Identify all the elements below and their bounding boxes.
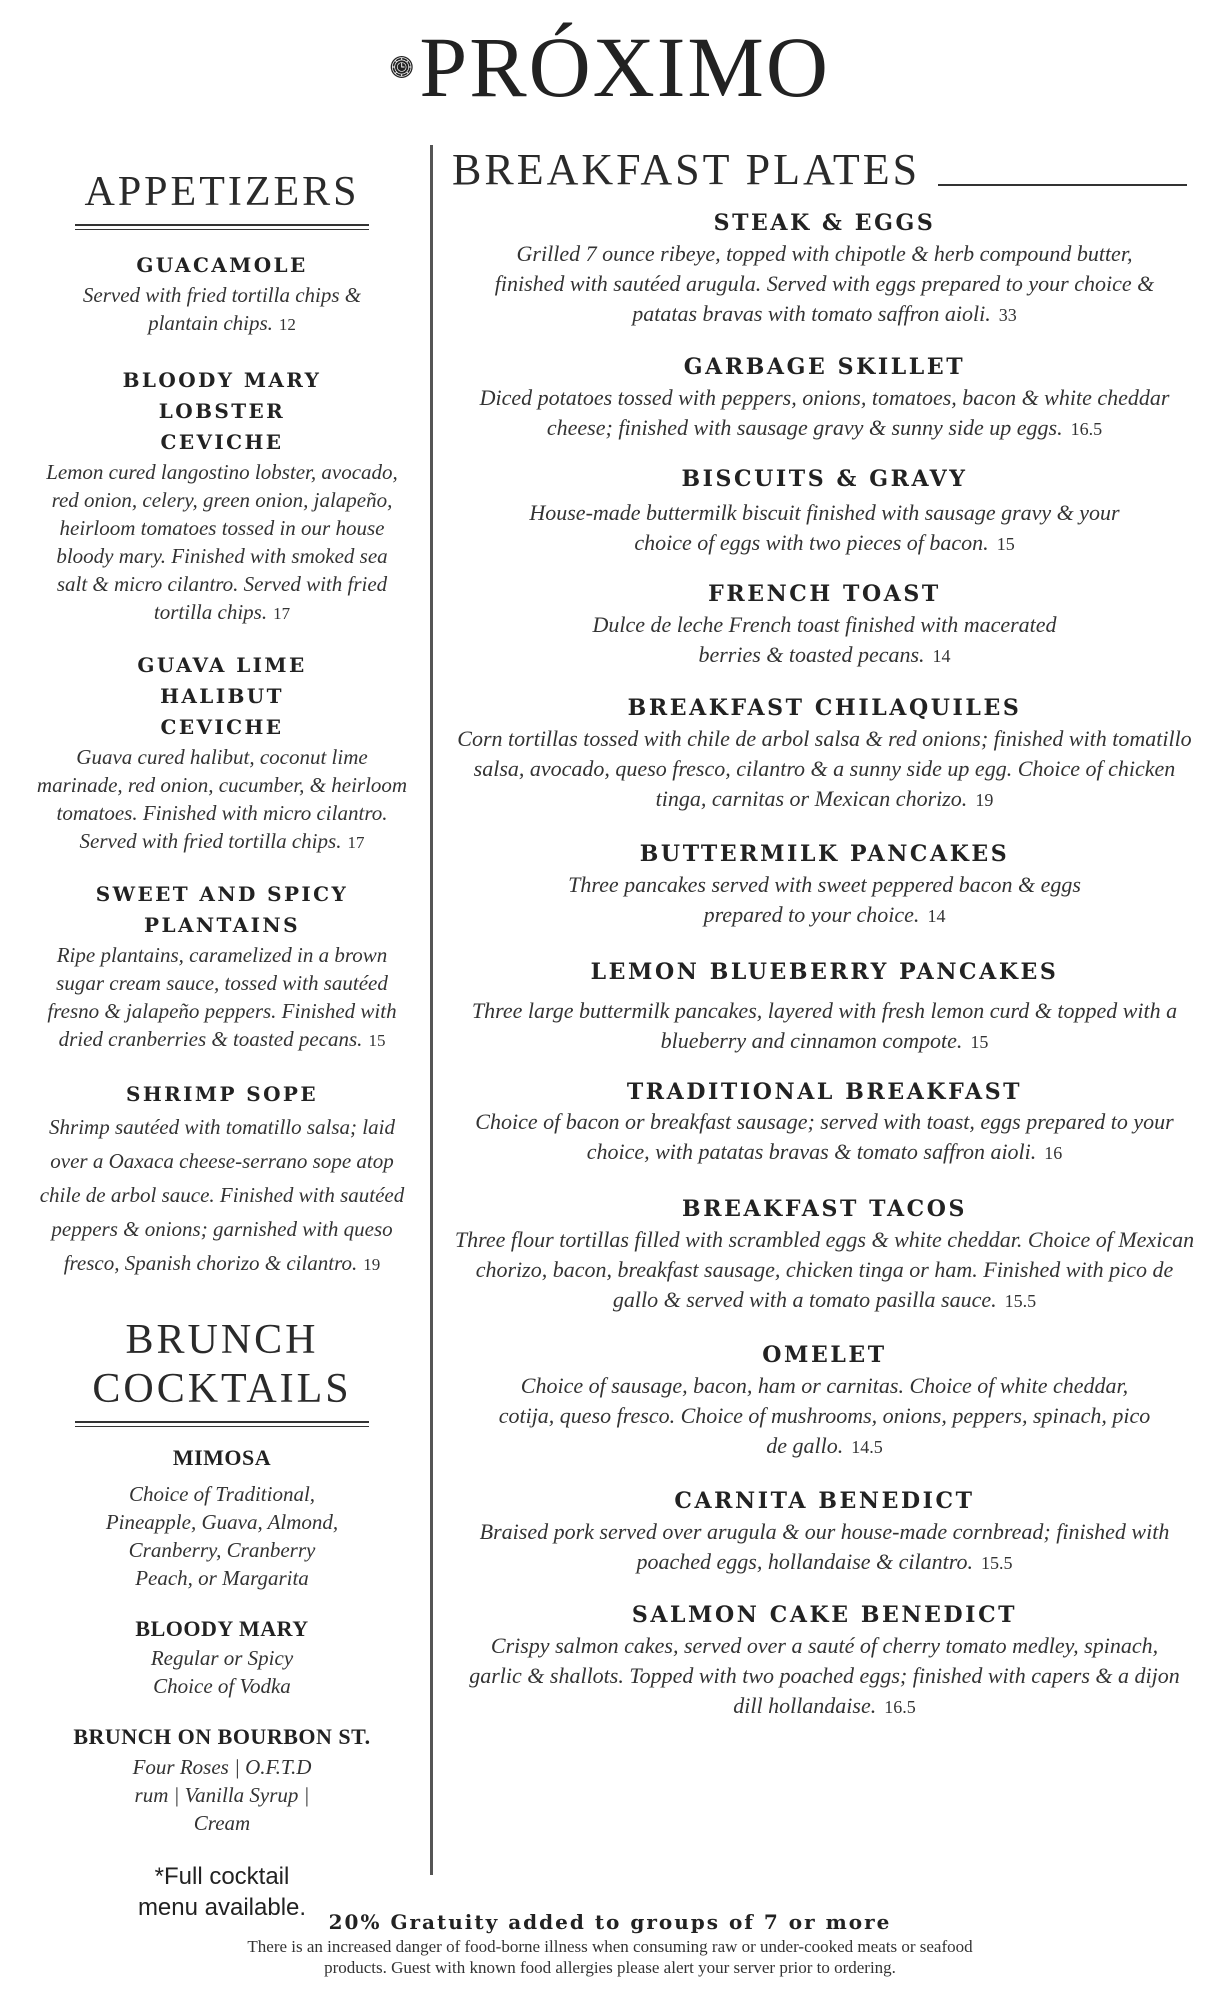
menu-item bbox=[452, 839, 1197, 931]
menu-item bbox=[452, 1486, 1197, 1578]
item-description-text: Corn tortillas tossed with chile de arbol salsa & red onions; finished with tomatillo salsa, avocado, queso fresco, cilantro & a sunny side up egg. Choice of chicken tinga, carnitas or Mexican chorizo. bbox=[457, 725, 1192, 811]
item-description-text: Diced potatoes tossed with peppers, onions, tomatoes, bacon & white cheddar cheese; finished with sausage gravy & sunny side up eggs. bbox=[479, 384, 1170, 440]
item-name: BLOODY MARY LOBSTER CEVICHE bbox=[122, 368, 322, 455]
menu-item bbox=[452, 957, 1197, 1057]
cocktail-item bbox=[30, 1722, 414, 1837]
brand-name: PRÓXIMO bbox=[419, 19, 830, 115]
item-name: TRADITIONAL BREAKFAST bbox=[626, 1078, 1023, 1105]
cocktail-name: MIMOSA bbox=[172, 1444, 272, 1470]
cocktail-description: Choice of Traditional, Pineapple, Guava, Almond, Cranberry, Cranberry Peach, or Margarita bbox=[105, 1481, 339, 1590]
appetizers-divider bbox=[75, 224, 369, 230]
item-name: GUAVA LIME HALIBUT CEVICHE bbox=[137, 653, 307, 740]
cocktail-item bbox=[30, 1614, 414, 1701]
item-price: 15 bbox=[368, 1031, 386, 1051]
item-description-text: Three pancakes served with sweet peppered bacon & eggs prepared to your choice. bbox=[568, 871, 1081, 927]
menu-item bbox=[452, 1077, 1197, 1169]
item-name: BISCUITS & GRAVY bbox=[681, 465, 968, 492]
appetizers-title: APPETIZERS bbox=[84, 169, 360, 215]
item-description bbox=[452, 610, 1197, 671]
item-price: 15 bbox=[970, 1031, 989, 1052]
item-name: BREAKFAST CHILAQUILES bbox=[627, 695, 1022, 722]
item-price: 15.5 bbox=[980, 1552, 1013, 1573]
item-description bbox=[30, 743, 414, 857]
item-price: 15 bbox=[996, 534, 1015, 555]
footer bbox=[180, 1910, 1040, 1978]
item-description-text: Choice of bacon or breakfast sausage; served with toast, eggs prepared to your choice, with patatas bravas & tomato saffron aioli. bbox=[475, 1109, 1174, 1165]
item-price: 14.5 bbox=[851, 1436, 883, 1457]
item-description-text: Three large buttermilk pancakes, layered with fresh lemon curd & topped with a blueberry and cinnamon compote. bbox=[471, 997, 1178, 1053]
item-description bbox=[452, 1517, 1197, 1578]
item-description bbox=[30, 941, 414, 1055]
cocktail-description: Four Roses | O.F.T.D rum | Vanilla Syrup | Cream bbox=[132, 1755, 312, 1836]
menu-item bbox=[30, 1079, 414, 1282]
cocktail-name: BRUNCH ON BOURBON ST. bbox=[73, 1724, 371, 1750]
item-description bbox=[452, 383, 1197, 444]
aztec-medallion-logo-icon bbox=[390, 26, 413, 108]
column-divider bbox=[430, 145, 433, 1875]
item-description-text: Crispy salmon cakes, served over a sauté of cherry tomato medley, spinach, garlic & shallots. Topped with two poached eggs; finished with capers & a dijon dill hollandaise. bbox=[469, 1632, 1180, 1718]
cocktails-title bbox=[30, 1316, 414, 1413]
cocktails-title-line2: COCKTAILS bbox=[92, 1365, 352, 1412]
plates-title: BREAKFAST PLATES bbox=[452, 145, 921, 194]
cocktails-divider bbox=[75, 1421, 369, 1427]
item-price: 33 bbox=[998, 304, 1017, 325]
item-description bbox=[452, 1107, 1197, 1168]
item-description-text: Served with fried tortilla chips & plantain chips. bbox=[82, 283, 362, 336]
item-price: 16.5 bbox=[884, 1696, 916, 1717]
menu-item bbox=[30, 250, 414, 339]
cocktail-menu-note: *Full cocktail menu available. bbox=[137, 1863, 307, 1922]
item-name: SALMON CAKE BENEDICT bbox=[631, 1601, 1018, 1628]
item-name: STEAK & EGGS bbox=[713, 210, 936, 236]
cocktail-item bbox=[30, 1443, 414, 1592]
plates-title-rule bbox=[938, 184, 1187, 186]
item-description bbox=[452, 724, 1197, 815]
left-column bbox=[30, 168, 414, 1923]
item-name: CARNITA BENEDICT bbox=[674, 1487, 975, 1514]
item-name: BREAKFAST TACOS bbox=[682, 1196, 967, 1223]
cocktail-name: BLOODY MARY bbox=[135, 1615, 309, 1641]
item-description-text: Dulce de leche French toast finished with macerated berries & toasted pecans. bbox=[592, 612, 1057, 668]
item-price: 17 bbox=[273, 604, 291, 624]
plates-header bbox=[452, 145, 1197, 194]
item-name: SWEET AND SPICY PLANTAINS bbox=[95, 882, 349, 938]
menu-item bbox=[452, 464, 1197, 560]
gratuity-notice: 20% Gratuity added to groups of 7 or more bbox=[328, 1910, 892, 1934]
menu-item bbox=[452, 1600, 1197, 1722]
menu-item bbox=[452, 693, 1197, 815]
item-price: 19 bbox=[975, 789, 994, 810]
item-description bbox=[30, 458, 414, 628]
item-description-text: Ripe plantains, caramelized in a brown sugar cream sauce, tossed with sautéed fresno & jalapeño peppers. Finished with dried cranberries & toasted pecans. bbox=[47, 943, 397, 1052]
food-safety-disclaimer: There is an increased danger of food-borne illness when consuming raw or under-cooked meats or seafood products. Guest with known food allergies please alert your server prior to ordering. bbox=[247, 1937, 973, 1977]
item-name: SHRIMP SOPE bbox=[125, 1082, 318, 1107]
right-column bbox=[452, 145, 1197, 1722]
item-description-text: Guava cured halibut, coconut lime marinade, red onion, cucumber, & heirloom tomatoes. Finished with micro cilantro. Served with fried tortilla chips. bbox=[36, 745, 408, 854]
item-description-text: Grilled 7 ounce ribeye, topped with chipotle & herb compound butter, finished with sautéed arugula. Served with eggs prepared to your choice & patatas bravas with tomato saffron aioli. bbox=[494, 240, 1155, 326]
item-price: 17 bbox=[347, 833, 365, 853]
item-name: GUACAMOLE bbox=[136, 253, 308, 278]
item-name: GARBAGE SKILLET bbox=[683, 353, 966, 380]
menu-item bbox=[30, 365, 414, 628]
menu-item bbox=[452, 1340, 1197, 1462]
item-price: 14 bbox=[932, 646, 951, 667]
item-price: 16 bbox=[1044, 1143, 1063, 1164]
menu-item bbox=[452, 579, 1197, 671]
item-name: FRENCH TOAST bbox=[708, 581, 941, 608]
item-description bbox=[452, 498, 1197, 559]
item-name: OMELET bbox=[762, 1342, 887, 1369]
cocktail-description: Regular or Spicy Choice of Vodka bbox=[150, 1646, 294, 1699]
item-description-text: Three flour tortillas filled with scrambled eggs & white cheddar. Choice of Mexican chorizo, bacon, breakfast sausage, chicken tinga or ham. Finished with pico de gallo & served with a tomato pasilla sauce. bbox=[454, 1227, 1195, 1313]
item-description-text: Braised pork served over arugula & our house-made cornbread; finished with poached eggs, hollandaise & cilantro. bbox=[479, 1518, 1170, 1574]
brand-header bbox=[390, 19, 830, 115]
menu-item bbox=[30, 650, 414, 857]
item-price: 14 bbox=[927, 905, 946, 926]
item-description bbox=[452, 1225, 1197, 1316]
item-description bbox=[452, 1371, 1197, 1462]
item-description bbox=[452, 1631, 1197, 1722]
item-name: BUTTERMILK PANCAKES bbox=[639, 840, 1010, 867]
item-description-text: Choice of sausage, bacon, ham or carnitas. Choice of white cheddar, cotija, queso fresco. Choice of mushrooms, onions, peppers, spinach, pico de gallo. bbox=[498, 1372, 1151, 1458]
item-price: 19 bbox=[363, 1255, 381, 1275]
menu-item bbox=[452, 352, 1197, 444]
item-description-text: Shrimp sautéed with tomatillo salsa; laid over a Oaxaca cheese-serrano sope atop chile de arbol sauce. Finished with sautéed peppers & onions; garnished with queso fresco, Spanish chorizo & cilantro. bbox=[39, 1115, 405, 1276]
item-description-text: House-made buttermilk biscuit finished with sausage gravy & your choice of eggs with two pieces of bacon. bbox=[529, 500, 1120, 556]
item-price: 15.5 bbox=[1004, 1291, 1037, 1312]
menu-item bbox=[30, 879, 414, 1055]
item-price: 12 bbox=[278, 315, 296, 335]
item-description bbox=[452, 870, 1197, 931]
item-description bbox=[452, 239, 1197, 330]
cocktails-title-line1: BRUNCH bbox=[125, 1317, 319, 1364]
menu-item bbox=[452, 1194, 1197, 1316]
menu-item bbox=[452, 208, 1197, 330]
item-description bbox=[452, 996, 1197, 1057]
item-description-text: Lemon cured langostino lobster, avocado, red onion, celery, green onion, jalapeño, heirloom tomatoes tossed in our house bloody mary. Finished with smoked sea salt & micro cilantro. Served with fried tortilla chips. bbox=[46, 460, 398, 625]
item-description bbox=[30, 1110, 414, 1282]
item-description bbox=[30, 281, 414, 339]
item-price: 16.5 bbox=[1070, 418, 1103, 439]
item-name: LEMON BLUEBERRY PANCAKES bbox=[590, 958, 1059, 985]
